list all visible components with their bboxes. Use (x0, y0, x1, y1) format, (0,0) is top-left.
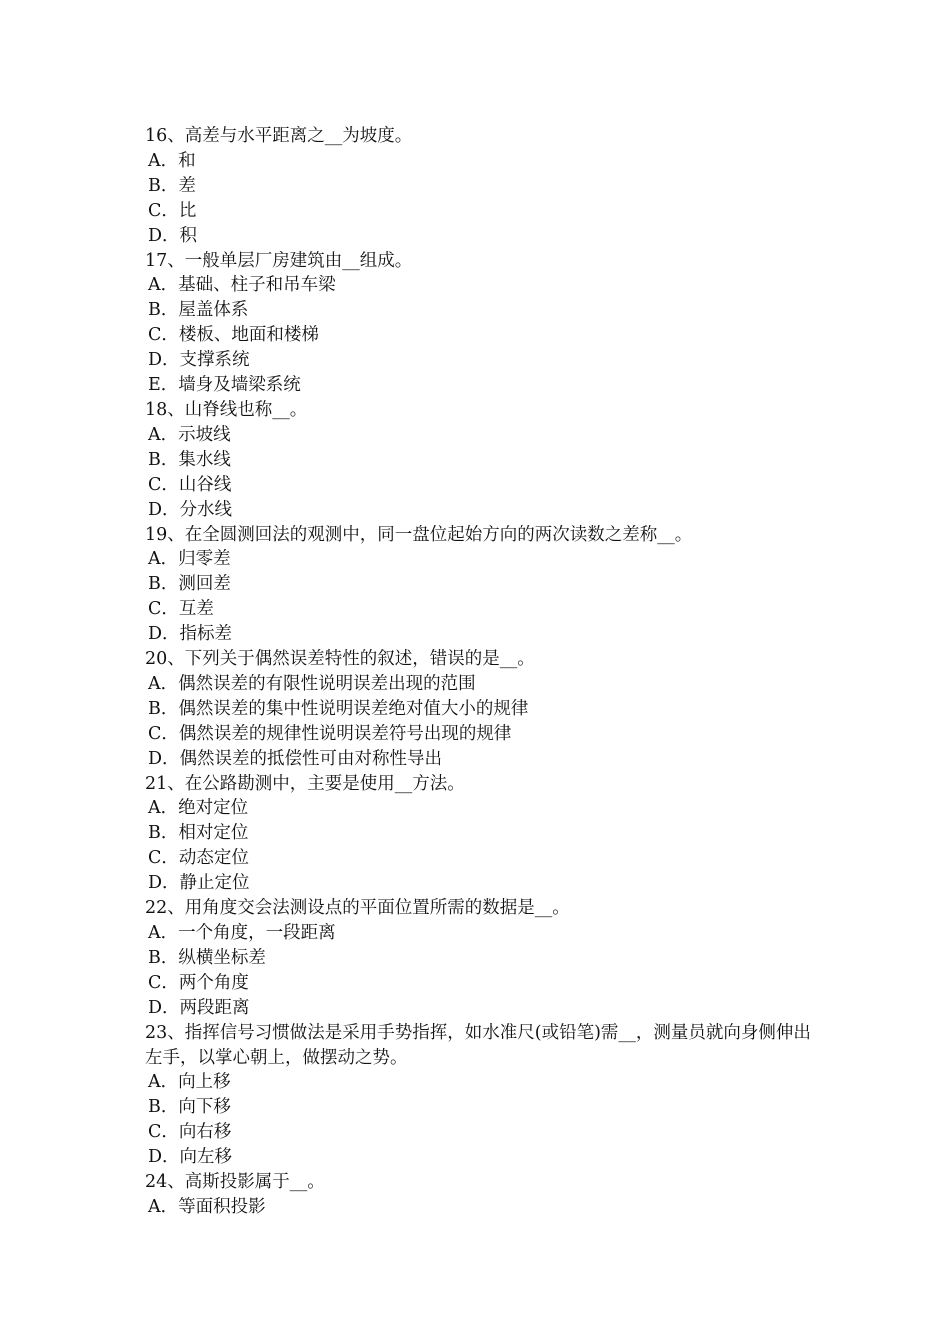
question-text: 20、下列关于偶然误差特性的叙述，错误的是__。 (145, 649, 535, 670)
answer-option: C．比 (148, 200, 197, 221)
answer-option: D．支撑系统 (148, 350, 250, 371)
answer-option: A．归零差 (148, 549, 231, 570)
answer-option: D．指标差 (148, 624, 233, 645)
question-text: 24、高斯投影属于__。 (145, 1172, 325, 1193)
question-text: 21、在公路勘测中，主要是使用__方法。 (145, 773, 465, 794)
answer-option: B．测回差 (148, 574, 231, 595)
answer-option: D．分水线 (148, 499, 233, 520)
answer-option: B．纵横坐标差 (148, 947, 266, 968)
answer-option: A．示坡线 (148, 424, 231, 445)
question-text: 19、在全圆测回法的观测中，同一盘位起始方向的两次读数之差称__。 (145, 524, 693, 545)
answer-option: C．楼板、地面和楼梯 (148, 325, 319, 346)
answer-option: A．等面积投影 (148, 1196, 266, 1217)
answer-option: E．墙身及墙梁系统 (148, 375, 301, 396)
answer-option: A．绝对定位 (148, 798, 249, 819)
answer-option: C．动态定位 (148, 848, 249, 869)
answer-option: B．差 (148, 175, 196, 196)
question-text: 18、山脊线也称__。 (145, 399, 308, 420)
answer-option: B．屋盖体系 (148, 300, 249, 321)
answer-option: A．偶然误差的有限性说明误差出现的范围 (148, 673, 476, 694)
answer-option: D．静止定位 (148, 873, 250, 894)
answer-option: D．两段距离 (148, 997, 250, 1018)
question-text: 16、高差与水平距离之__为坡度。 (145, 126, 413, 146)
answer-option: A．基础、柱子和吊车梁 (148, 275, 336, 296)
answer-option: D．偶然误差的抵偿性可由对称性导出 (148, 748, 443, 769)
answer-option: C．山谷线 (148, 474, 232, 495)
answer-option: C．互差 (148, 599, 214, 620)
answer-option: C．向右移 (148, 1122, 232, 1143)
answer-option: A．一个角度，一段距离 (148, 923, 336, 943)
question-text: 22、用角度交会法测设点的平面位置所需的数据是__。 (145, 898, 570, 919)
answer-option: A．向上移 (148, 1072, 231, 1093)
answer-option: D．向左移 (148, 1147, 233, 1168)
answer-option: B．偶然误差的集中性说明误差绝对值大小的规律 (148, 698, 529, 719)
question-text: 17、一般单层厂房建筑由__组成。 (145, 250, 413, 271)
answer-option: B．相对定位 (148, 823, 249, 844)
question-text: 23、指挥信号习惯做法是采用手势指挥，如水准尺(或铅笔)需__，测量员就向身侧伸出左手，以掌心朝上，做摆动之势。 (145, 1022, 811, 1068)
answer-option: A．和 (148, 150, 196, 171)
answer-option: D．积 (148, 225, 198, 246)
answer-option: C．偶然误差的规律性说明误差符号出现的规律 (148, 723, 512, 744)
question-list (145, 124, 815, 1220)
answer-option: B．向下移 (148, 1097, 231, 1118)
answer-option: C．两个角度 (148, 972, 249, 993)
answer-option: B．集水线 (148, 449, 231, 470)
